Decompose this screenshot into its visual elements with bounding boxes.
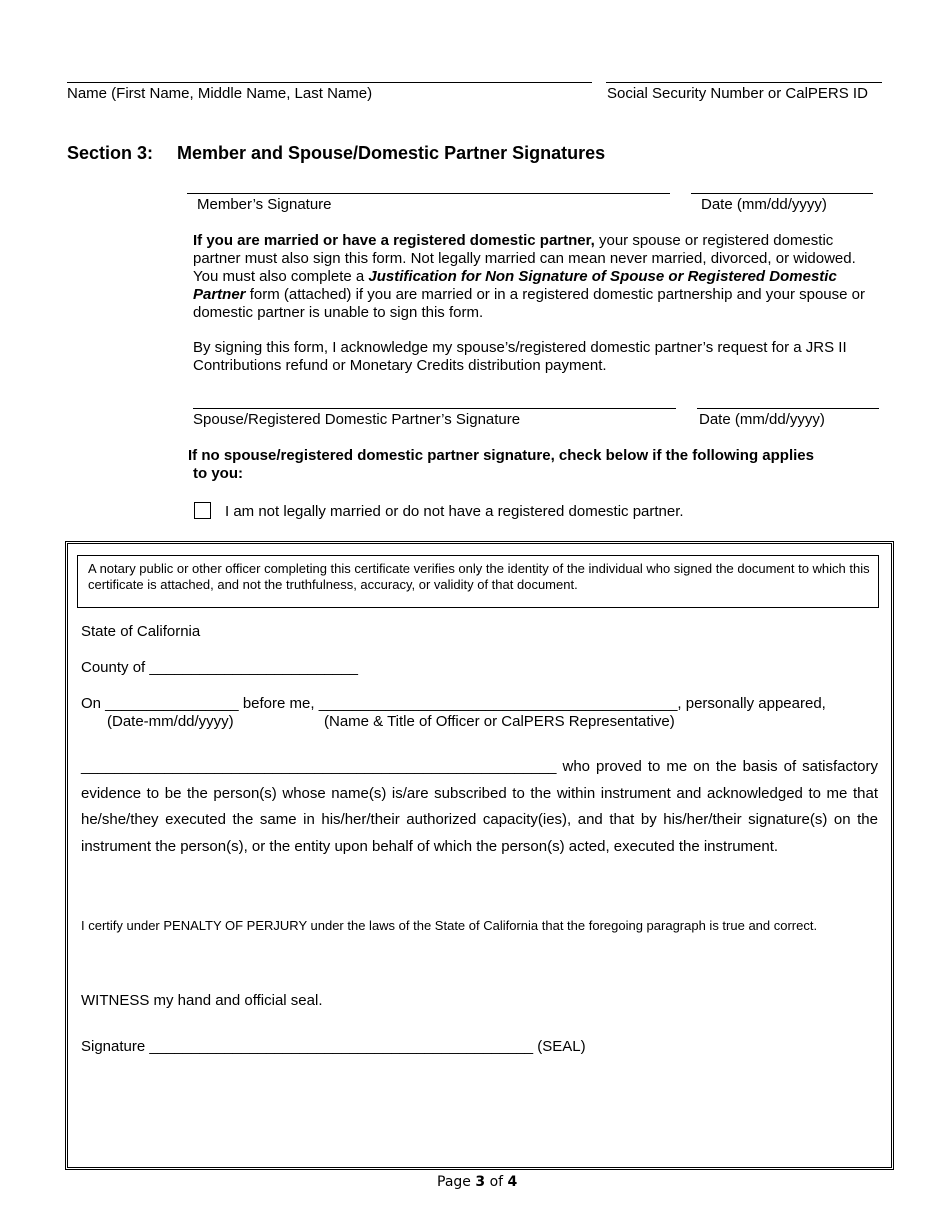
- member-signature-label: Member’s Signature: [197, 196, 332, 213]
- justification-form-title: Justification for Non Signature of Spouse or Registered Domestic Partner: [193, 268, 837, 303]
- ssn-label: Social Security Number or CalPERS ID: [607, 85, 868, 102]
- member-date-line[interactable]: [691, 193, 873, 194]
- page-footer: [437, 1174, 517, 1190]
- not-married-checkbox[interactable]: [194, 502, 211, 519]
- married-text-2: form (attached) if you are married or in a registered domestic partnership and your spouse or domestic partner is unable to sign this form.: [193, 286, 865, 321]
- spouse-date-line[interactable]: [697, 408, 879, 409]
- section-number: Section 3:: [67, 143, 154, 163]
- member-date-label: Date (mm/dd/yyyy): [701, 196, 827, 213]
- no-spouse-heading-line1: If no spouse/registered domestic partner signature, check below if the following applies: [188, 447, 814, 464]
- acknowledge-paragraph: By signing this form, I acknowledge my spouse’s/registered domestic partner’s request for a JRS II Contributions refund or Monetary Credits distribution payment.: [193, 339, 847, 374]
- spouse-signature-line[interactable]: [193, 408, 676, 409]
- officer-caption: (Name & Title of Officer or CalPERS Representative): [324, 713, 675, 730]
- page-number: 3: [475, 1174, 486, 1190]
- no-spouse-heading-line2: to you:: [193, 465, 243, 482]
- married-paragraph: [193, 232, 883, 322]
- name-label: Name (First Name, Middle Name, Last Name): [67, 85, 373, 102]
- name-line[interactable]: [67, 82, 592, 83]
- notary-signature-line[interactable]: Signature ______________________________________________ (SEAL): [81, 1038, 586, 1055]
- page-word: Page: [437, 1174, 471, 1190]
- county-line[interactable]: County of _________________________: [81, 659, 358, 676]
- on-before-me-line[interactable]: On ________________ before me, ___________________________________________, personally appeared,: [81, 695, 826, 712]
- perjury-certification: I certify under PENALTY OF PERJURY under the laws of the State of California that the foregoing paragraph is true and correct.: [81, 918, 818, 933]
- member-signature-line[interactable]: [187, 193, 670, 194]
- spouse-date-label: Date (mm/dd/yyyy): [699, 411, 825, 428]
- state-of-california: State of California: [81, 623, 201, 640]
- spouse-signature-label: Spouse/Registered Domestic Partner’s Signature: [193, 411, 521, 428]
- date-caption: (Date-mm/dd/yyyy): [107, 713, 234, 730]
- of-word: of: [489, 1174, 504, 1190]
- not-married-checkbox-label: I am not legally married or do not have a registered domestic partner.: [225, 503, 684, 520]
- married-lead: If you are married or have a registered domestic partner,: [193, 232, 595, 249]
- witness-statement: WITNESS my hand and official seal.: [81, 992, 323, 1009]
- section-title: Member and Spouse/Domestic Partner Signatures: [177, 143, 606, 163]
- page-total: 4: [507, 1174, 518, 1190]
- proved-paragraph: _________________________________________________________ who proved to me on the basis of satisfactory evidence to be the person(s) whose name(s) is/are subscribed to the within instrument and acknowledged to me that he/she/they executed the same in his/her/their authorized capacity(ies), and that by his/her/their signature(s) on the instrument the person(s), or the entity upon behalf of which the person(s) acted, executed the instrument.: [81, 758, 878, 855]
- notary-notice-text: A notary public or other officer completing this certificate verifies only the identity of the individual who signed the document to which this certificate is attached, and not the truthfulness, accuracy, or validity of that document.: [88, 561, 870, 592]
- married-text-1: your spouse or registered domestic partner must also sign this form. Not legally married can mean never married, divorced, or widowed. You must also complete a: [193, 232, 856, 285]
- ssn-line[interactable]: [606, 82, 882, 83]
